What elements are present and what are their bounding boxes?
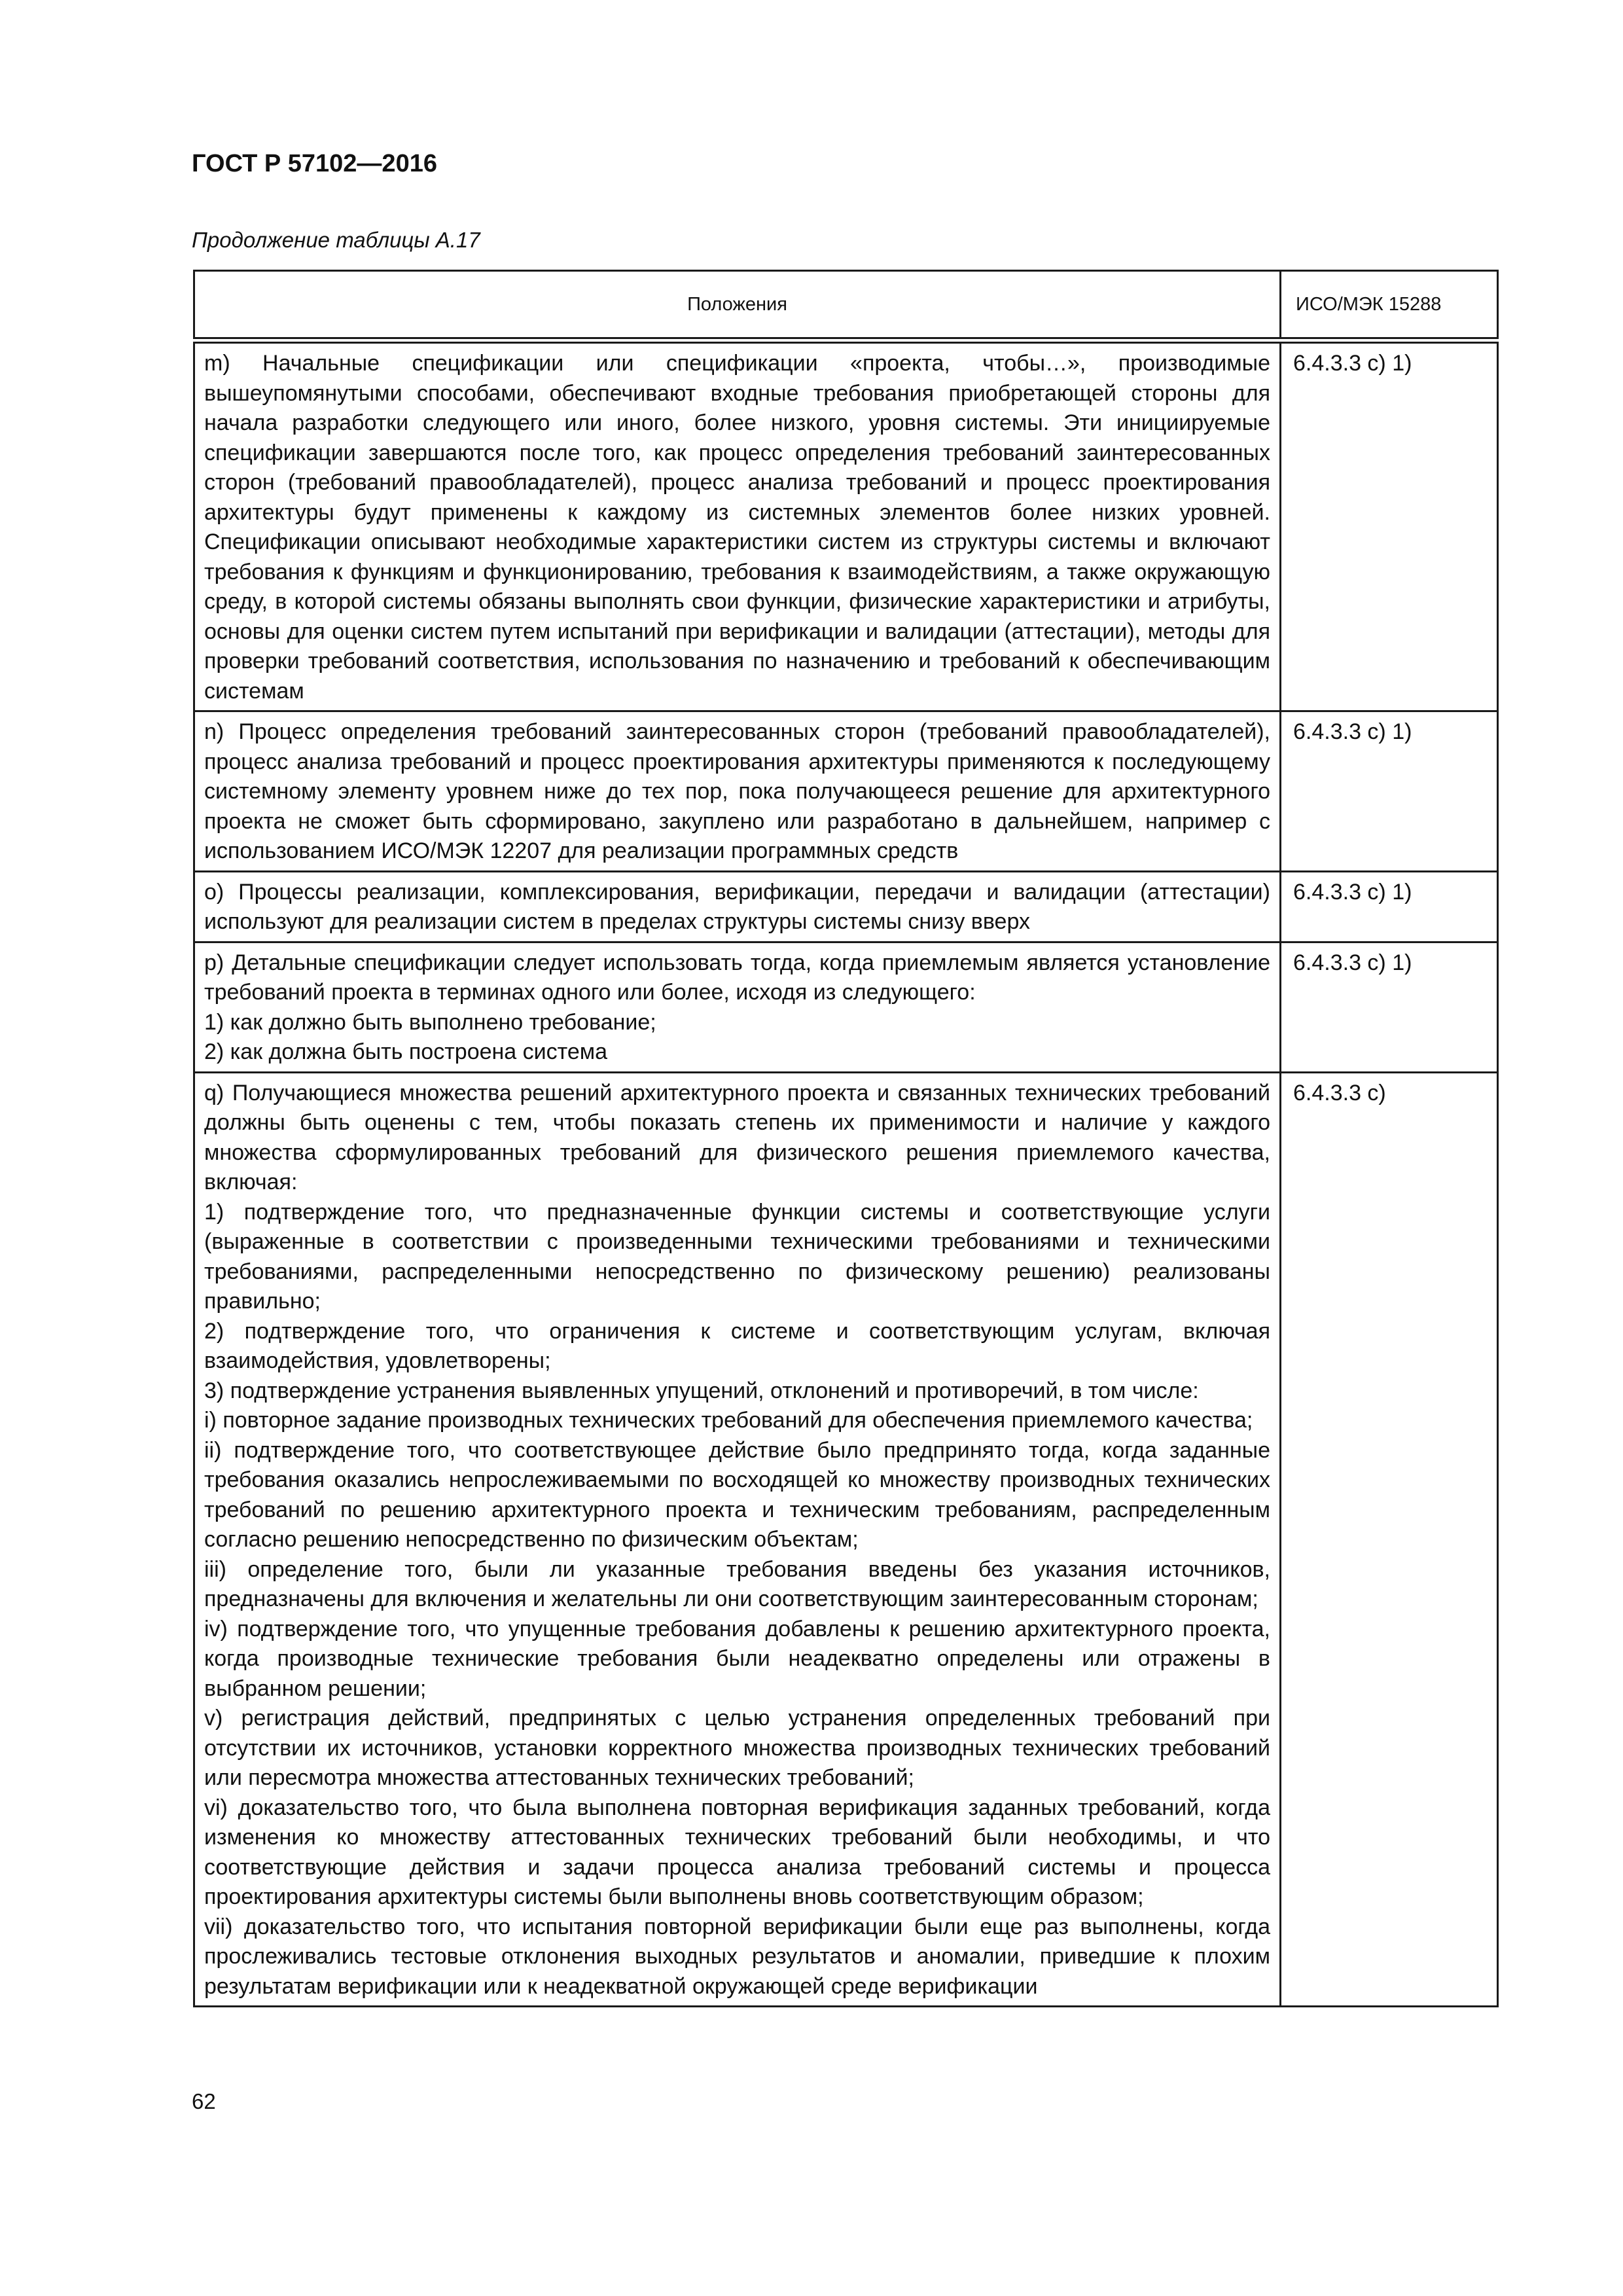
provision-line: 2) подтверждение того, что ограничения к системе и соответствующим услугам, включая взаимодействия, удовлетворены; — [204, 1318, 1270, 1373]
table-caption: Продолжение таблицы А.17 — [192, 228, 480, 252]
provision-line: v) регистрация действий, предпринятых с целью устранения определенных требований при отсутствии их источников, установки корректного множества производных технических требований или пересмотра множества аттестованных технических требований; — [204, 1706, 1270, 1790]
table-header-row — [194, 271, 1498, 341]
document-code: ГОСТ Р 57102—2016 — [192, 150, 437, 177]
provision-cell: n) Процесс определения требований заинтересованных сторон (требований правообладателей), процесс анализа требований и процесс проектирования архитектуры применяются к последующему системному элементу уровнем ниже до тех пор, пока получающееся решение для архитектурного проекта не сможет быть сформировано, закуплено или разработано в дальнейшем, например с использованием ИСО/МЭК 12207 для реализации программных средств — [194, 711, 1281, 872]
provisions-table — [193, 270, 1499, 2007]
table-row — [194, 340, 1498, 711]
reference-cell: 6.4.3.3 c) — [1281, 1072, 1498, 2007]
provision-line: vii) доказательство того, что испытания повторной верификации были еще раз выполнены, когда прослеживались тестовые отклонения выходных результатов и аномалии, приведшие к плохим результатам верификации или к неадекватной окружающей среде верификации — [204, 1914, 1270, 1999]
provision-line: 2) как должна быть построена система — [204, 1039, 608, 1064]
provision-line: q) Получающиеся множества решений архитектурного проекта и связанных технических требований должны быть оценены с тем, чтобы показать степень их применимости и наличие у каждого множества сформулированных требований для физического решения приемлемого качества, включая: — [204, 1080, 1270, 1194]
provision-cell: o) Процессы реализации, комплексирования, верификации, передачи и валидации (аттестации) используют для реализации систем в пределах структуры системы снизу вверх — [194, 871, 1281, 942]
table-row — [194, 711, 1498, 872]
column-header-standard: ИСО/МЭК 15288 — [1281, 271, 1498, 341]
column-header-provisions: Положения — [194, 271, 1281, 341]
provision-cell — [194, 1072, 1281, 2007]
reference-cell: 6.4.3.3 c) 1) — [1281, 711, 1498, 872]
provision-line: iv) подтверждение того, что упущенные требования добавлены к решению архитектурного проекта, когда производные технические требования были неадекватно определены или отражены в выбранном решении; — [204, 1616, 1270, 1701]
provisions-table-container — [193, 270, 1497, 2007]
table-row — [194, 1072, 1498, 2007]
provision-line: p) Детальные спецификации следует использовать тогда, когда приемлемым является установление требований проекта в терминах одного или более, исходя из следующего: — [204, 950, 1270, 1005]
reference-cell: 6.4.3.3 c) 1) — [1281, 942, 1498, 1072]
provision-line: ii) подтверждение того, что соответствующее действие было предпринято тогда, когда заданные требования оказались непрослеживаемыми по восходящей ко множеству производных технических требований по решению архитектурного проекта и техническим требованиям, распределенным согласно решению непосредственно по физическим объектам; — [204, 1437, 1270, 1552]
page-number: 62 — [192, 2089, 216, 2113]
provision-line: i) повторное задание производных технических требований для обеспечения приемлемого качества; — [204, 1408, 1253, 1433]
table-row — [194, 871, 1498, 942]
provision-cell: m) Начальные спецификации или спецификации «проекта, чтобы…», производимые вышеупомянутыми способами, обеспечивают входные требования приобретающей стороны для начала разработки следующего или иного, более низкого, уровня системы. Эти инициируемые спецификации завершаются после того, как процесс определения требований заинтересованных сторон (требований правообладателей), процесс анализа требований и процесс проектирования архитектуры будут применены к каждому из системных элементов более низких уровней. Спецификации описывают необходимые характеристики систем из структуры системы и включают требования к функциям и функционированию, требования к взаимодействиям, а также окружающую среду, в которой системы обязаны выполнять свои функции, физические характеристики и атрибуты, основы для оценки систем путем испытаний при верификации и валидации (аттестации), методы для проверки требований соответствия, использования по назначению и требований к обеспечивающим системам — [194, 340, 1281, 711]
provision-line: 1) подтверждение того, что предназначенные функции системы и соответствующие услуги (выраженные в соответствии с произведенными техническими требованиями и техническими требованиями, распределенными непосредственно по физическому решению) реализованы правильно; — [204, 1199, 1270, 1314]
reference-cell: 6.4.3.3 c) 1) — [1281, 340, 1498, 711]
provision-line: vi) доказательство того, что была выполнена повторная верификация заданных требований, когда изменения ко множеству аттестованных технических требований были необходимы, и что соответствующие действия и задачи процесса анализа требований системы и процесса проектирования архитектуры системы были выполнены вновь соответствующим образом; — [204, 1795, 1270, 1909]
provision-cell — [194, 942, 1281, 1072]
provision-line: 3) подтверждение устранения выявленных упущений, отклонений и противоречий, в том числе: — [204, 1378, 1199, 1403]
reference-cell: 6.4.3.3 c) 1) — [1281, 871, 1498, 942]
table-row — [194, 942, 1498, 1072]
provision-line: 1) как должно быть выполнено требование; — [204, 1009, 656, 1035]
provision-line: iii) определение того, были ли указанные требования введены без указания источников, предназначены для включения и желательны ли они соответствующим заинтересованным сторонам; — [204, 1556, 1270, 1611]
